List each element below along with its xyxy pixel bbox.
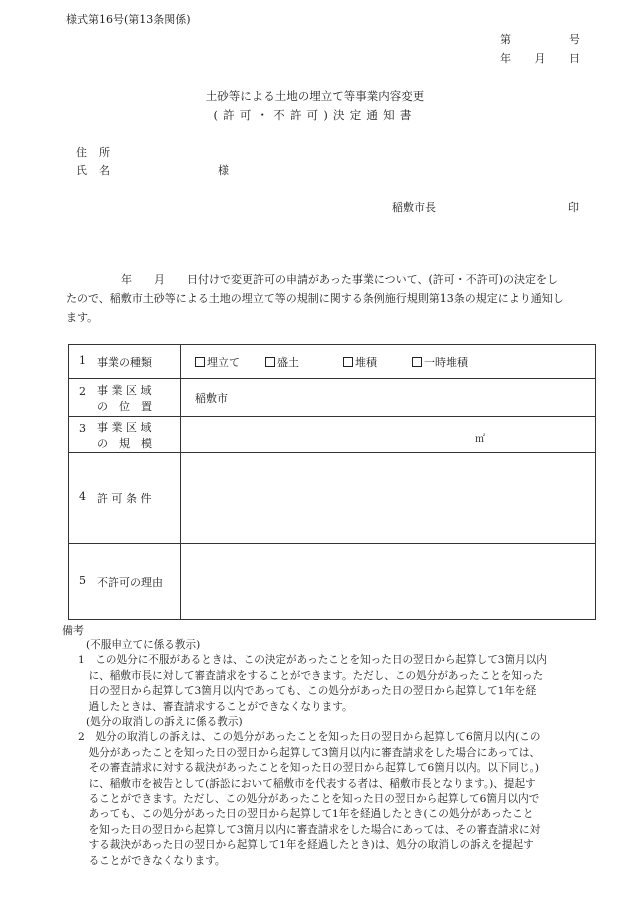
option-ichiji-taiseki[interactable]: 一時堆積 xyxy=(412,354,468,370)
permit-conditions-cell[interactable] xyxy=(181,453,596,544)
row-label-text: 事 業 区 域 xyxy=(97,383,152,397)
row-label xyxy=(69,417,181,453)
remarks-line: あっても、この処分があった日の翌日から起算して1年を経過したとき(この処分があったこと xyxy=(78,808,534,821)
checkbox-icon[interactable] xyxy=(265,357,275,367)
name-label: 氏名 xyxy=(76,164,122,177)
row-number: 4 xyxy=(79,490,86,503)
table-row xyxy=(69,453,596,544)
row-number: 1 xyxy=(79,353,86,367)
option-taiseki[interactable]: 堆積 xyxy=(343,354,412,370)
row-number: 2 xyxy=(79,385,86,398)
address-label: 住所 xyxy=(76,146,122,159)
row-number: 5 xyxy=(79,573,86,587)
table-row xyxy=(69,379,596,417)
business-location-cell[interactable]: 稲敷市 xyxy=(181,379,596,417)
business-scale-cell[interactable] xyxy=(181,417,596,453)
checkbox-icon[interactable] xyxy=(195,357,205,367)
body-line: たので、稲敷市土砂等による土地の埋立て等の規制に関する条例施行規則第13条の規定により通知し xyxy=(66,292,564,305)
remarks-line: に、稲敷市を被告として(訴訟において稲敷市を代表する者は、稲敷市長となります。)、提起す xyxy=(78,777,536,790)
honorific: 様 xyxy=(218,164,229,177)
row-label-text: 事業の種類 xyxy=(97,355,152,369)
row-number: 3 xyxy=(79,422,86,435)
date-month: 月 xyxy=(534,52,546,65)
table-row xyxy=(69,345,596,379)
remarks-line: 1 この処分に不服があるときは、この決定があったことを知った日の翌日から起算して3箇月以内 xyxy=(78,654,547,667)
remarks-line: 処分があったことを知った日の翌日から起算して3箇月以内に審査請求をした場合にあっては、 xyxy=(78,746,541,759)
body-line: 年 月 日付けで変更許可の申請があった事業について、(許可・不許可)の決定をし xyxy=(66,273,559,286)
remarks-line: ることができます。ただし、この処分があったことを知った日の翌日から起算して6箇月以内で xyxy=(78,793,540,806)
document-number xyxy=(500,31,580,47)
remarks-line: その審査請求に対する裁決があったことを知った日の翌日から起算して6箇月以内。以下同じ。) xyxy=(78,762,539,775)
remarks-line: に、稲敷市長に対して審査請求をすることができます。ただし、この処分があったことを知った xyxy=(78,669,544,682)
document-title-line2: (許可・不許可)決定通知書 xyxy=(213,108,417,122)
row-label-text: の 位 置 xyxy=(97,399,152,413)
rejection-reason-cell[interactable] xyxy=(181,544,596,620)
date-year: 年 xyxy=(500,52,511,65)
option-umetate[interactable]: 埋立て xyxy=(195,354,265,370)
form-number: 様式第16号(第13条関係) xyxy=(66,13,191,26)
remarks-line: 過したときは、審査請求することができなくなります。 xyxy=(78,700,353,713)
checkbox-icon[interactable] xyxy=(343,357,353,367)
row-label-text: 不許可の理由 xyxy=(97,575,163,589)
notice-body xyxy=(66,270,594,327)
body-line: ます。 xyxy=(66,311,99,324)
row-label xyxy=(69,379,181,417)
remarks-body xyxy=(78,638,598,869)
row-label xyxy=(69,453,181,544)
seal-mark: 印 xyxy=(568,201,579,214)
remarks-line: (処分の取消しの訴えに係る教示) xyxy=(86,716,243,729)
row-label-text: 許 可 条 件 xyxy=(97,492,152,505)
remarks-line: ることができなくなります。 xyxy=(78,854,226,867)
remarks-line: 2 処分の取消しの訴えは、この処分があったことを知った日の翌日から起算して6箇月以内(この xyxy=(78,731,541,744)
row-label-text: 事 業 区 域 xyxy=(97,420,152,434)
business-type-options xyxy=(195,354,595,370)
doc-number-prefix: 第 xyxy=(500,33,511,46)
doc-number-suffix: 号 xyxy=(569,33,580,46)
document-date xyxy=(500,50,580,66)
remarks-line: を知った日の翌日から起算して3箇月以内に審査請求をした場合にあっては、その審査請求に対 xyxy=(78,823,541,836)
area-unit: ㎡ xyxy=(475,434,485,445)
decision-table xyxy=(68,344,596,620)
option-morido[interactable]: 盛土 xyxy=(265,354,343,370)
row-label xyxy=(69,544,181,620)
remarks-line: 日の翌日から起算して3箇月以内であっても、この処分があった日の翌日から起算して1年を経 xyxy=(78,685,537,698)
table-row xyxy=(69,544,596,620)
date-day: 日 xyxy=(569,52,580,65)
row-label xyxy=(69,345,181,379)
remarks-line: する裁決があった日の翌日から起算して1年を経過したとき)は、処分の取消しの訴えを提起す xyxy=(78,839,534,852)
checkbox-icon[interactable] xyxy=(412,357,422,367)
row-label-text: の 規 模 xyxy=(97,436,152,450)
document-title-line1: 土砂等による土地の埋立て等事業内容変更 xyxy=(205,89,425,103)
remarks-line: (不服申立てに係る教示) xyxy=(86,639,201,651)
business-type-cell xyxy=(181,345,596,379)
issuer-title: 稲敷市長 xyxy=(392,201,436,214)
remarks-heading: 備考 xyxy=(62,624,84,637)
table-row xyxy=(69,417,596,453)
